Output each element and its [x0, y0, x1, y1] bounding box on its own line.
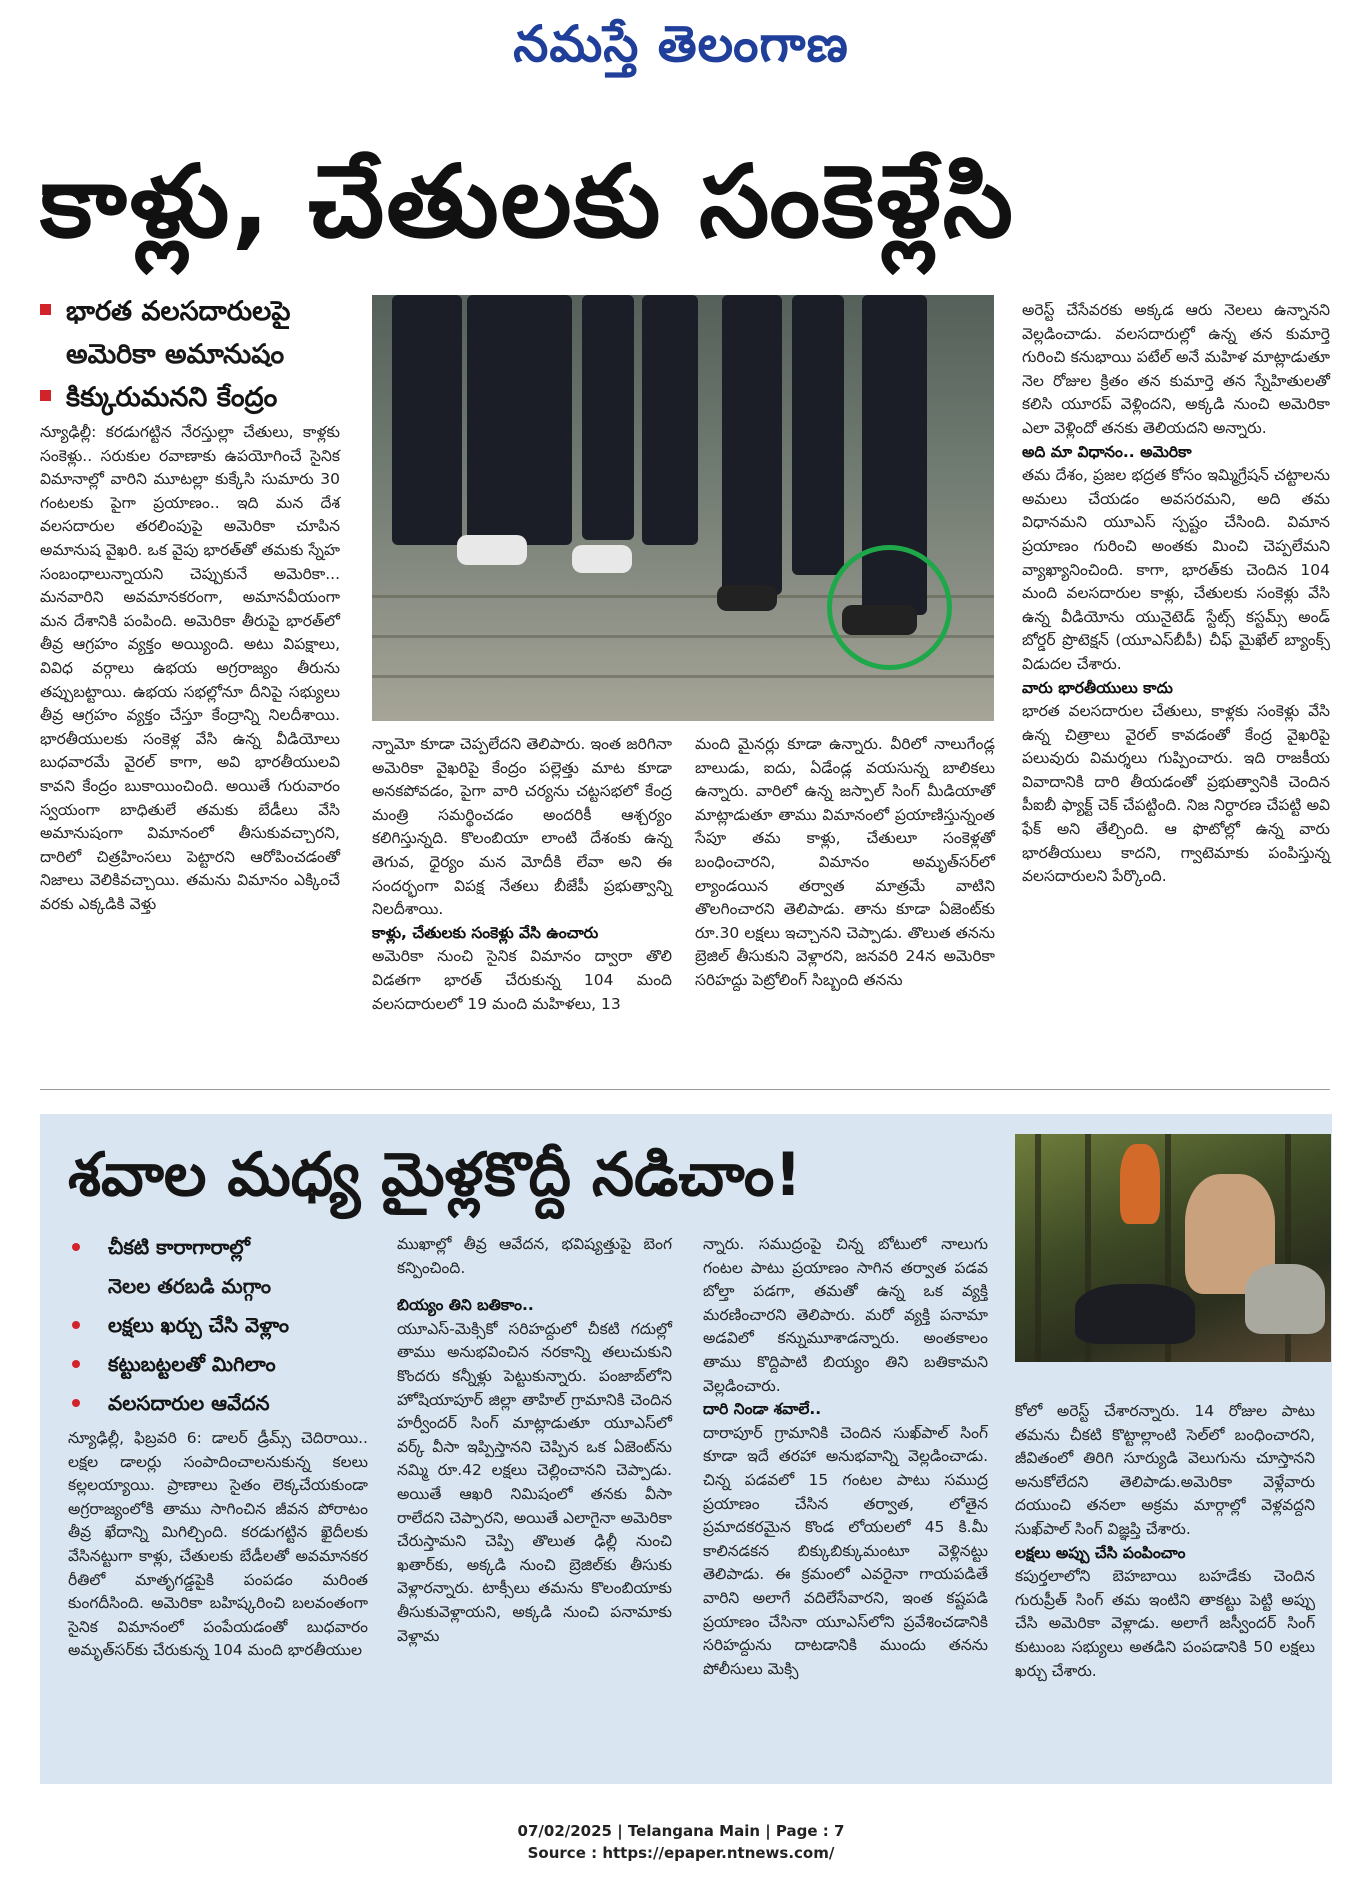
article-text: అరెస్ట్ చేసేవరకు అక్కడ ఆరు నెలలు ఉన్నానని వెల్లడించాడు. వలసదారుల్లో ఉన్న తన కుమార్తె గురించి కనుభాయి పటేల్ అనే మహిళ మాట్లాడుతూ నెల రోజుల క్రితం తన కుమార్తె తన స్నేహితులతో కలిసి యూరప్ వెళ్లిందని, అక్కడి నుంచి అమెరికా ఎలా వెళ్లిందో తనకు తెలియదని అన్నారు. [1022, 301, 1330, 437]
footer-source-line: Source : https://epaper.ntnews.com/ [527, 1844, 835, 1862]
story2-bullet [68, 1384, 373, 1423]
bullet-dot-icon [72, 1399, 80, 1407]
story1-column-1 [40, 421, 340, 916]
story2-column-2 [397, 1233, 672, 1648]
story1-column-2 [372, 733, 672, 1016]
article-text: అమెరికా నుంచి సైనిక విమానం ద్వారా తొలి విడతగా భారత్ చేరుకున్న 104 మంది వలసదారులలో 19 మంది మహిళలు, 13 [372, 947, 672, 1013]
story1-photo [372, 295, 994, 721]
article-text: మంది మైనర్లు కూడా ఉన్నారు. వీరిలో నాలుగేండ్ల బాలుడు, ఐదు, ఏడేండ్ల వయసున్న బాలికలు ఉన్నారు. వారిలో ఉన్న జస్పాల్ సింగ్ మీడియాతో మాట్లాడుతూ తాము విమానంలో ప్రయాణిస్తున్నంత సేపూ తమ కాళ్లు, చేతులూ సంకెళ్లతో బంధించారని, విమానం అమృత్‌సర్‌లో ల్యాండయిన తర్వాత మాత్రమే వాటిని తొలగించారని తెలిపాడు. తాను కూడా ఏజెంట్‌కు రూ.30 లక్షలు ఇచ్చానని చెప్పాడు. తొలుత తనను బ్రెజిల్ తీసుకుని వెళ్లారని, జనవరి 24న అమెరికా సరిహద్దు పెట్రోలింగ్ సిబ్బంది తనను [695, 735, 995, 989]
article-text: న్యూఢిల్లీ: కరడుగట్టిన నేరస్తుల్లా చేతులు, కాళ్లకు సంకెళ్లు.. సరుకుల రవాణాకు ఉపయోగించే సైనిక విమానాల్లో వారిని మూటల్లా కుక్కేసి సుమారు 30 గంటలకు పైగా ప్రయాణం.. ఇది మన దేశ వలసదారుల తరలింపుపై అమెరికా చూపిన అమానుష వైఖరి. ఒక వైపు భారత్‌తో తమకు స్నేహ సంబంధాలున్నాయని చెప్పుకునే అమెరికా... మనవారిని అవమానకరంగా, అమానవీయంగా మన దేశానికి పంపింది. అమెరికా తీరుపై భారత్‌లో తీవ్ర ఆగ్రహం వ్యక్తం అయ్యింది. అటు విపక్షాలు, వివిధ వర్గాలు ఉభయ అగ్రరాజ్యం తీరును తప్పుబట్టాయి. ఉభయ సభల్లోనూ దీనిపై సభ్యులు తీవ్ర ఆగ్రహం వ్యక్తం చేస్తూ కేంద్రాన్ని నిలదీశాయి. భారతీయులకు సంకెళ్ల వేసి ఉన్న వీడియోలు బుధవారమే వైరల్ కాగా, అవి భారతీయులవి కావని కేంద్రం బుకాయించింది. అయితే గురువారం స్వయంగా బాధితులే తమకు బేడీలు వేసి అమానుషంగా విమానంలో తీసుకువచ్చారని, దారిలో చిత్రహింసలు పెట్టారని ఆరోపించడంతో నిజాలు వెలికివచ్చాయి. తమను విమానం ఎక్కించే వరకు ఎక్కడికి వెళ్తు [40, 423, 340, 913]
article-subhead: వారు భారతీయులు కాదు [1022, 678, 1173, 697]
article-text: ముఖాల్లో తీవ్ర ఆవేదన, భవిష్యత్తుపై బెంగ కన్పించింది. [397, 1235, 672, 1277]
bullet-text: చీకటి కారాగారాల్లో [108, 1235, 250, 1259]
story2-photo [1015, 1134, 1331, 1362]
story2-column-1 [68, 1427, 368, 1663]
article-text: న్నామో కూడా చెప్పలేదని తెలిపారు. ఇంత జరిగినా అమెరికా వైఖరిపై కేంద్రం పల్లెత్తు మాట కూడా అనకపోవడం, పైగా వారి చర్యను చట్టసభలో కేంద్ర మంత్రి సమర్థించడం అందరికీ ఆశ్చర్యం కలిగిస్తున్నది. కొలంబియా లాంటి దేశంకు ఉన్న తెగువ, ధైర్యం మన మోదీకి లేవా అని ఈ సందర్భంగా విపక్ష నేతలు బీజేపీ ప్రభుత్వాన్ని నిలదీశాయి. [372, 735, 672, 919]
article-text: తమ దేశం, ప్రజల భద్రత కోసం ఇమ్మిగ్రేషన్ చట్టాలను అమలు చేయడం అవసరమని, అది తమ విధానమని యూఎస్ స్పష్టం చేసింది. విమాన ప్రయాణం గురించి అంతకు మించి చెప్పలేమని వ్యాఖ్యానించింది. కాగా, భారత్‌కు చెందిన 104 మంది వలసదారుల కాళ్లు, చేతులకు సంకెళ్లు వేసి ఉన్న వీడియోను యునైటెడ్ స్టేట్స్ కస్టమ్స్ అండ్ బోర్డర్ ప్రొటెక్షన్ (యూఎస్‌బీపీ) చీఫ్ మైఖేల్ బ్యాంక్స్ విడుదల చేశారు. [1022, 466, 1330, 673]
bullet-dot-icon [72, 1321, 80, 1329]
page-footer [0, 1820, 1362, 1864]
bullet-dot-icon [72, 1360, 80, 1368]
article-text: కోలో అరెస్ట్ చేశారన్నారు. 14 రోజుల పాటు తమను చీకటి కొట్టాల్లాంటి సెల్‌లో బంధించారని, జీవితంలో తిరిగి సూర్యుడి వెలుగును చూస్తానని అనుకోలేదని తెలిపాడు.అమెరికా వెళ్లేవారు దయుంచి తనలా అక్రమ మార్గాల్లో వెళ్లవద్దని సుఖ్‌పాల్ సింగ్ విజ్ఞప్తి చేశారు. [1015, 1402, 1315, 1538]
story1-column-3 [695, 733, 995, 993]
story2-bullets [68, 1228, 373, 1423]
bullet-text: కట్టుబట్టలతో మిగిలాం [108, 1352, 276, 1376]
story2-bullet [68, 1306, 373, 1345]
bullet-text: లక్షలు ఖర్చు చేసి వెళ్లాం [108, 1313, 290, 1337]
story1-bullet-cont: అమెరికా అమానుషం [66, 339, 285, 370]
story2-bullet [68, 1228, 373, 1267]
article-subhead: కాళ్లు, చేతులకు సంకెళ్లు వేసి ఉంచారు [372, 923, 599, 942]
article-text: కపుర్తలాలోని బెహబాయి బహడేకు చెందిన గురుప్రీత్ సింగ్ తమ ఇంటిని తాకట్టు పెట్టి అప్పు చేసి అమెరికా వెళ్లాడు. అలాగే జస్వీందర్ సింగ్ కుటుంబ సభ్యులు అతడిని పంపడానికి 50 లక్షలు ఖర్చు చేశారు. [1015, 1567, 1315, 1680]
story1-bullet [40, 290, 345, 333]
bullet-text: భారత వలసదారులపై [66, 296, 291, 327]
story2-column-4 [1015, 1400, 1315, 1683]
story1-column-4 [1022, 299, 1330, 889]
article-subhead: దారి నిండా శవాలే.. [703, 1400, 822, 1419]
story2-column-3 [703, 1233, 988, 1681]
article-text: దారాపూర్ గ్రామానికి చెందిన సుఖ్‌పాల్ సింగ్ కూడా ఇదే తరహా అనుభవాన్ని వెల్లడించాడు. చిన్న పడవలో 15 గంటల పాటు సముద్ర ప్రయాణం చేసిన తర్వాత, లోతైన ప్రమాదకరమైన కొండ లోయలలో 45 కి.మీ కాలినడకన బిక్కుబిక్కుమంటూ వెళ్లినట్టు తెలిపాడు. ఈ క్రమంలో ఎవరైనా గాయపడితే వారిని అలాగే వదిలేసేవారని, ఇంత కష్టపడి ప్రయాణం చేసినా యూఎస్‌లోని ప్రవేశించడానికి సరిహద్దును దాటడానికి ముందు తనను పోలీసులు మెక్సి [703, 1423, 988, 1678]
story2-bullet-cont: నెలల తరబడి మగ్గాం [108, 1274, 272, 1298]
section-divider [40, 1089, 1330, 1090]
bullet-dot-icon [72, 1243, 80, 1251]
article-subhead: లక్షలు అప్పు చేసి పంపించాం [1015, 1543, 1186, 1562]
article-subhead: బియ్యం తిని బతికాం.. [397, 1296, 534, 1315]
story1-bullets [40, 290, 345, 419]
bullet-text: వలసదారుల ఆవేదన [108, 1391, 270, 1415]
story2-headline: శవాల మధ్య మైళ్లకొద్దీ నడిచాం! [68, 1140, 802, 1210]
highlight-circle [827, 545, 952, 670]
bullet-text: కిక్కురుమనని కేంద్రం [66, 382, 278, 413]
article-subhead: అది మా విధానం.. అమెరికా [1022, 442, 1192, 461]
article-text: భారత వలసదారుల చేతులు, కాళ్లకు సంకెళ్లు వేసి ఉన్న చిత్రాలు వైరల్ కావడంతో కేంద్ర వైఖరిపై పలువురు విమర్శలు గుప్పించారు. ఇది రాజకీయ వివాదానికి దారి తీయడంతో ప్రభుత్వానికి చెందిన పీఐబీ ఫ్యాక్ట్ చెక్ చేపట్టింది. నిజ నిర్ధారణ చేపట్టి అవి ఫేక్ అని తేల్చింది. ఆ ఫొటోల్లో ఉన్న వారు భారతీయులు కాదని, గ్వాటెమాకు పంపిస్తున్న వలసదారులని పేర్కొంది. [1022, 702, 1330, 886]
story1-bullet [40, 376, 345, 419]
article-text: యూఎస్-మెక్సికో సరిహద్దులో చీకటి గదుల్లో తాము అనుభవించిన నరకాన్ని తలుచుకుని కొందరు కన్నీళ్లు పెట్టుకున్నారు. పంజాబ్‌లోని హోషియాపూర్ జిల్లా తాహిల్ గ్రామానికి చెందిన హర్వీందర్ సింగ్ మాట్లాడుతూ యూఎస్‌లో వర్క్ వీసా ఇప్పిస్తానని చెప్పిన ఒక ఏజెంట్‌ను నమ్మి రూ.42 లక్షలు చెల్లించానని చెప్పాడు. అయితే ఆఖరి నిమిషంలో తనకు వీసా రాలేదని చెప్పారని, అయితే ఎలాగైనా అమెరికా చేరుస్తామని చెప్పి తొలుత ఢిల్లీ నుంచి ఖతార్‌కు, అక్కడి నుంచి బ్రెజిల్‌కు తీసుకు వెళ్లారన్నారు. టాక్సీలు తమను కొలంబియాకు తీసుకువెళ్లాయని, అక్కడి నుంచి పనామాకు వెళ్లామ [397, 1319, 672, 1645]
story2-bullet [68, 1345, 373, 1384]
bullet-square-icon [40, 304, 51, 315]
bullet-square-icon [40, 390, 51, 401]
footer-date-line: 07/02/2025 | Telangana Main | Page : 7 [517, 1822, 845, 1840]
story1-headline: కాళ్లు, చేతులకు సంకెళ్లేసి [40, 143, 1015, 260]
masthead-logo: నమస్తే తెలంగాణ [513, 14, 849, 73]
article-text: న్యూఢిల్లీ, ఫిబ్రవరి 6: డాలర్ డ్రీమ్స్ చెదిరాయి.. లక్షల డాలర్లు సంపాదించాలనుకున్న కలలు కల్లలయ్యాయి. ప్రాణాలు సైతం లెక్కచేయకుండా అగ్రరాజ్యంలోకి తాము సాగించిన జీవన పోరాటం తీవ్ర ఖేదాన్ని మిగిల్చింది. కరడుగట్టిన ఖైదీలకు వేసినట్టుగా కాళ్లు, చేతులకు బేడీలతో అవమానకర రీతిలో మాతృగడ్డపైకి పంపడం మరింత కుంగదీసింది. అమెరికా బహిష్కరించి బలవంతంగా సైనిక విమానంలో పంపేయడంతో బుధవారం అమృత్‌సర్‌కు చేరుకున్న 104 మంది భారతీయుల [68, 1429, 368, 1660]
article-text: న్నారు. సముద్రంపై చిన్న బోటులో నాలుగు గంటల పాటు ప్రయాణం సాగిన తర్వాత పడవ బోల్తా పడగా, తమతో ఉన్న ఒక వ్యక్తి మరణించారని తెలిపారు. మరో వ్యక్తి పనామా అడవిలో కన్నుమూశాడన్నారు. అంతకాలం తాము కొద్దిపాటి బియ్యం తిని బతికామని వెల్లడించారు. [703, 1235, 988, 1395]
